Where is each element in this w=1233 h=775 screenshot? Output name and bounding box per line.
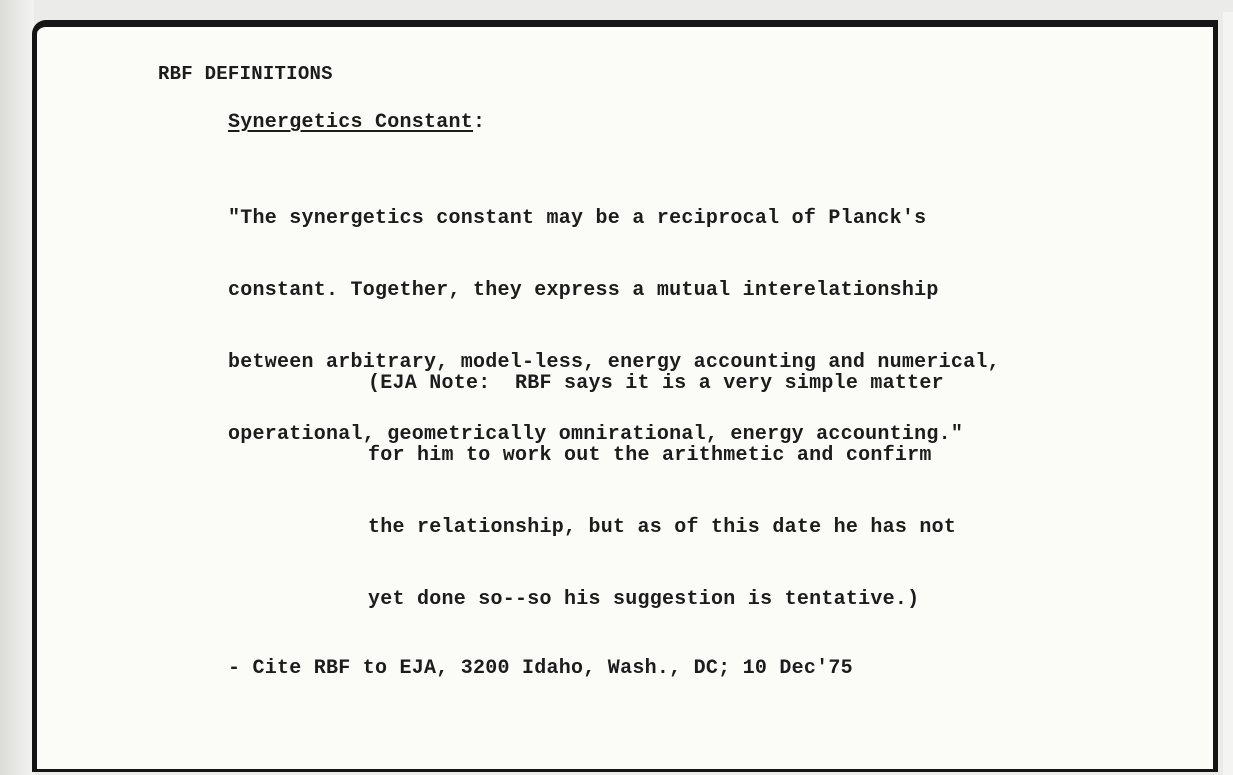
- term-title: [228, 111, 485, 135]
- quote-line: "The synergetics constant may be a reciprocal of Planck's: [228, 207, 927, 230]
- term-title-colon: :: [473, 111, 486, 134]
- page-edge-shadow: [0, 0, 34, 775]
- card-heading: RBF DEFINITIONS: [158, 63, 333, 85]
- quote-line: operational, geometrically omnirational, energy accounting.": [228, 423, 964, 446]
- note-line: (EJA Note: RBF says it is a very simple matter: [368, 372, 944, 395]
- quote-line: between arbitrary, model-less, energy accounting and numerical,: [228, 351, 1000, 374]
- note-line: the relationship, but as of this date he has not: [368, 516, 957, 539]
- citation: - Cite RBF to EJA, 3200 Idaho, Wash., DC; 10 Dec'75: [228, 657, 853, 680]
- note-line: yet done so--so his suggestion is tentative.): [368, 588, 920, 611]
- editor-note: [368, 324, 956, 636]
- quote-line: constant. Together, they express a mutual interelationship: [228, 279, 939, 302]
- term-title-text: Synergetics Constant: [228, 111, 474, 134]
- adjacent-card-edge: [1223, 12, 1233, 775]
- note-line: for him to work out the arithmetic and confirm: [368, 444, 932, 467]
